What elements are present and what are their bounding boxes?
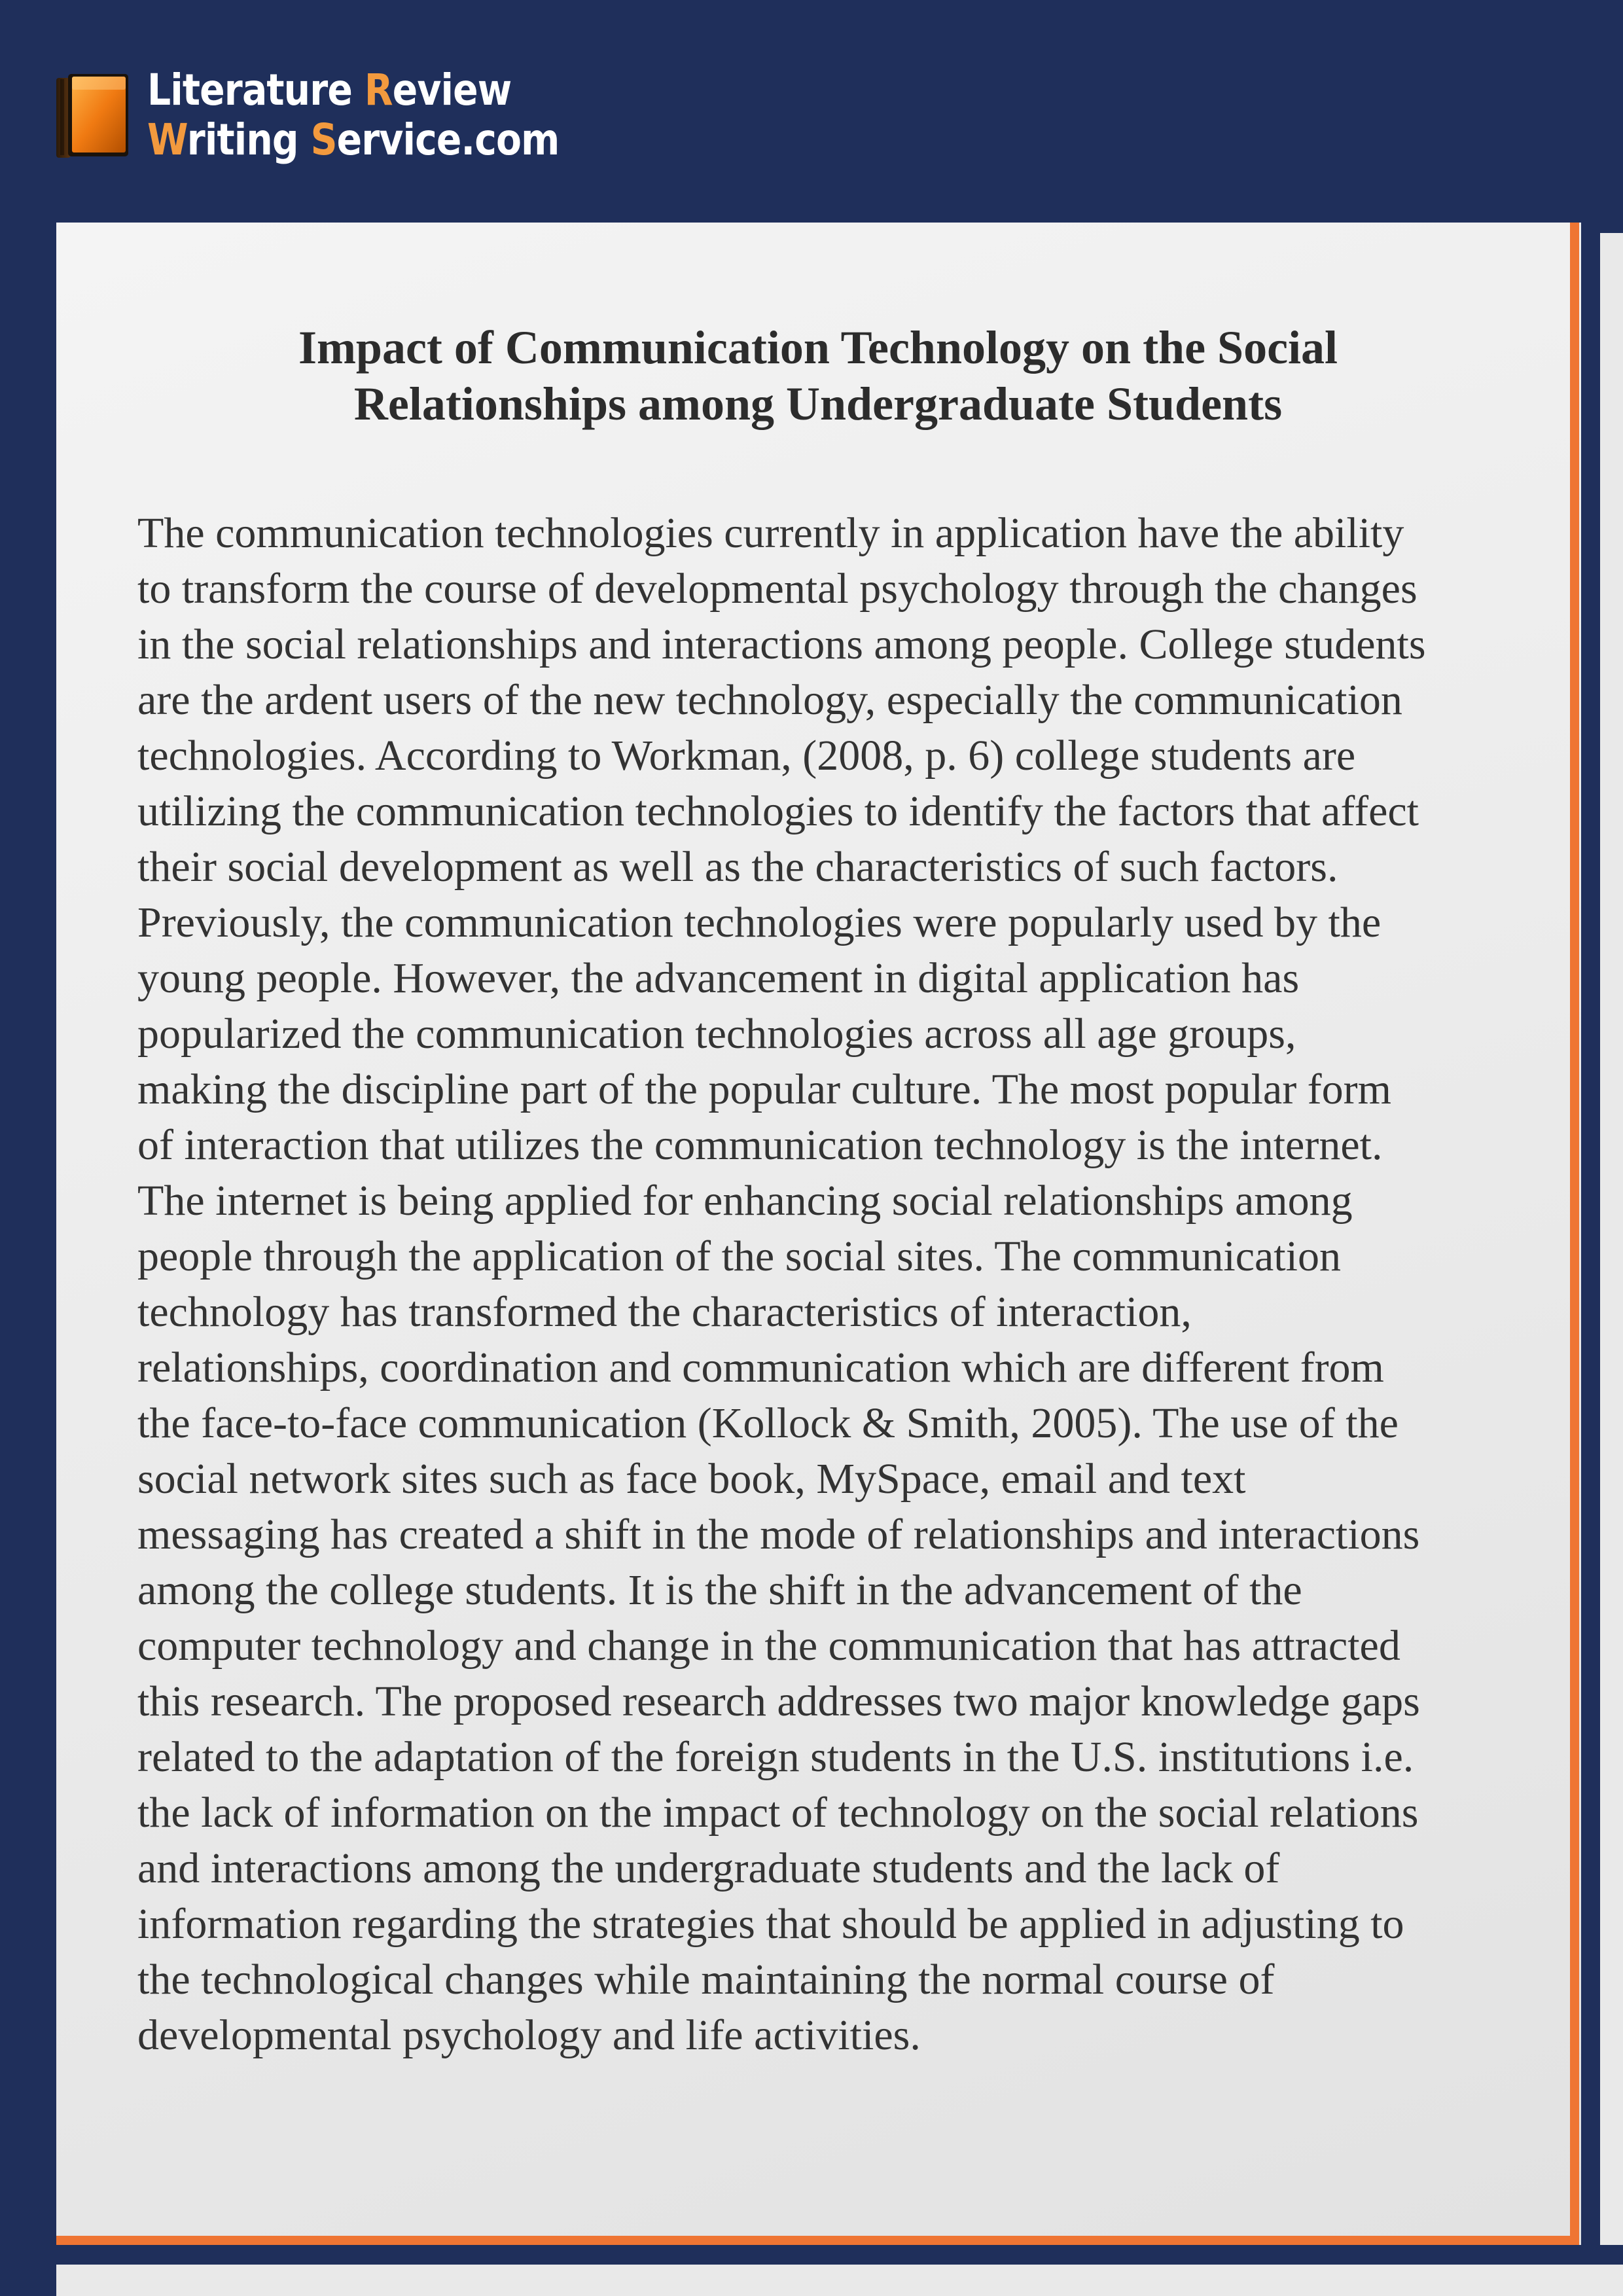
- body-line: people through the application of the social sites. The communication: [137, 1232, 1341, 1280]
- frame-right-light: [1600, 233, 1623, 2296]
- logo-text-riting: riting: [187, 115, 311, 165]
- body-line: the face-to-face communication (Kollock & Smith, 2005). The use of the: [137, 1399, 1399, 1447]
- logo-accent-r: R: [364, 65, 393, 115]
- document-body: [137, 505, 1518, 2063]
- site-logo[interactable]: [55, 63, 626, 168]
- body-line: are the ardent users of the new technology, especially the communication: [137, 676, 1402, 724]
- logo-text-ervice: ervice.com: [336, 115, 560, 165]
- body-line: computer technology and change in the communication that has attracted: [137, 1622, 1400, 1670]
- body-line: this research. The proposed research addresses two major knowledge gaps: [137, 1677, 1420, 1725]
- logo-text-literature: Literature: [147, 65, 365, 115]
- title-line-2: Relationships among Undergraduate Students: [353, 378, 1283, 430]
- body-line: and interactions among the undergraduate students and the lack of: [137, 1844, 1280, 1892]
- frame-bottom-navy: [56, 2245, 1623, 2265]
- document-title: [196, 319, 1440, 432]
- logo-line-2: [147, 115, 559, 165]
- body-line: utilizing the communication technologies to identify the factors that affect: [137, 787, 1419, 835]
- page-header: [0, 0, 1623, 223]
- body-line: the lack of information on the impact of technology on the social relations: [137, 1789, 1419, 1837]
- body-line: of interaction that utilizes the communication technology is the internet.: [137, 1121, 1383, 1169]
- body-line: The internet is being applied for enhancing social relationships among: [137, 1177, 1353, 1225]
- body-line: related to the adaptation of the foreign students in the U.S. institutions i.e.: [137, 1733, 1414, 1781]
- body-line: to transform the course of developmental psychology through the changes: [137, 565, 1418, 613]
- body-line: information regarding the strategies that should be applied in adjusting to: [137, 1900, 1404, 1948]
- logo-accent-w: W: [147, 115, 187, 165]
- body-line: The communication technologies currently in application have the ability: [137, 509, 1404, 557]
- body-line: in the social relationships and interactions among people. College students: [137, 620, 1426, 668]
- body-line: young people. However, the advancement in digital application has: [137, 954, 1300, 1002]
- frame-bottom-orange: [56, 2236, 1579, 2245]
- body-line: among the college students. It is the shift in the advancement of the: [137, 1566, 1302, 1614]
- body-line: Previously, the communication technologies were popularly used by the: [137, 899, 1382, 946]
- body-line: their social development as well as the characteristics of such factors.: [137, 843, 1338, 891]
- logo-text-eview: eview: [392, 65, 512, 115]
- book-icon: [55, 71, 130, 160]
- body-line: the technological changes while maintaining the normal course of: [137, 1956, 1275, 2003]
- body-line: developmental psychology and life activities.: [137, 2011, 921, 2059]
- frame-bottom-light: [56, 2265, 1623, 2296]
- logo-accent-s: S: [310, 115, 337, 165]
- body-line: social network sites such as face book, MySpace, email and text: [137, 1455, 1246, 1503]
- body-line: popularized the communication technologies across all age groups,: [137, 1010, 1296, 1058]
- body-line: technologies. According to Workman, (2008, p. 6) college students are: [137, 732, 1356, 780]
- body-line: messaging has created a shift in the mode of relationships and interactions: [137, 1511, 1420, 1558]
- body-line: making the discipline part of the popular culture. The most popular form: [137, 1066, 1391, 1113]
- title-line-1: Impact of Communication Technology on the Social: [298, 321, 1338, 374]
- frame-right-orange: [1570, 223, 1579, 2245]
- body-line: technology has transformed the characteristics of interaction,: [137, 1288, 1192, 1336]
- body-line: relationships, coordination and communication which are different from: [137, 1344, 1384, 1391]
- logo-line-1: [147, 65, 559, 115]
- logo-wordmark: [147, 65, 559, 165]
